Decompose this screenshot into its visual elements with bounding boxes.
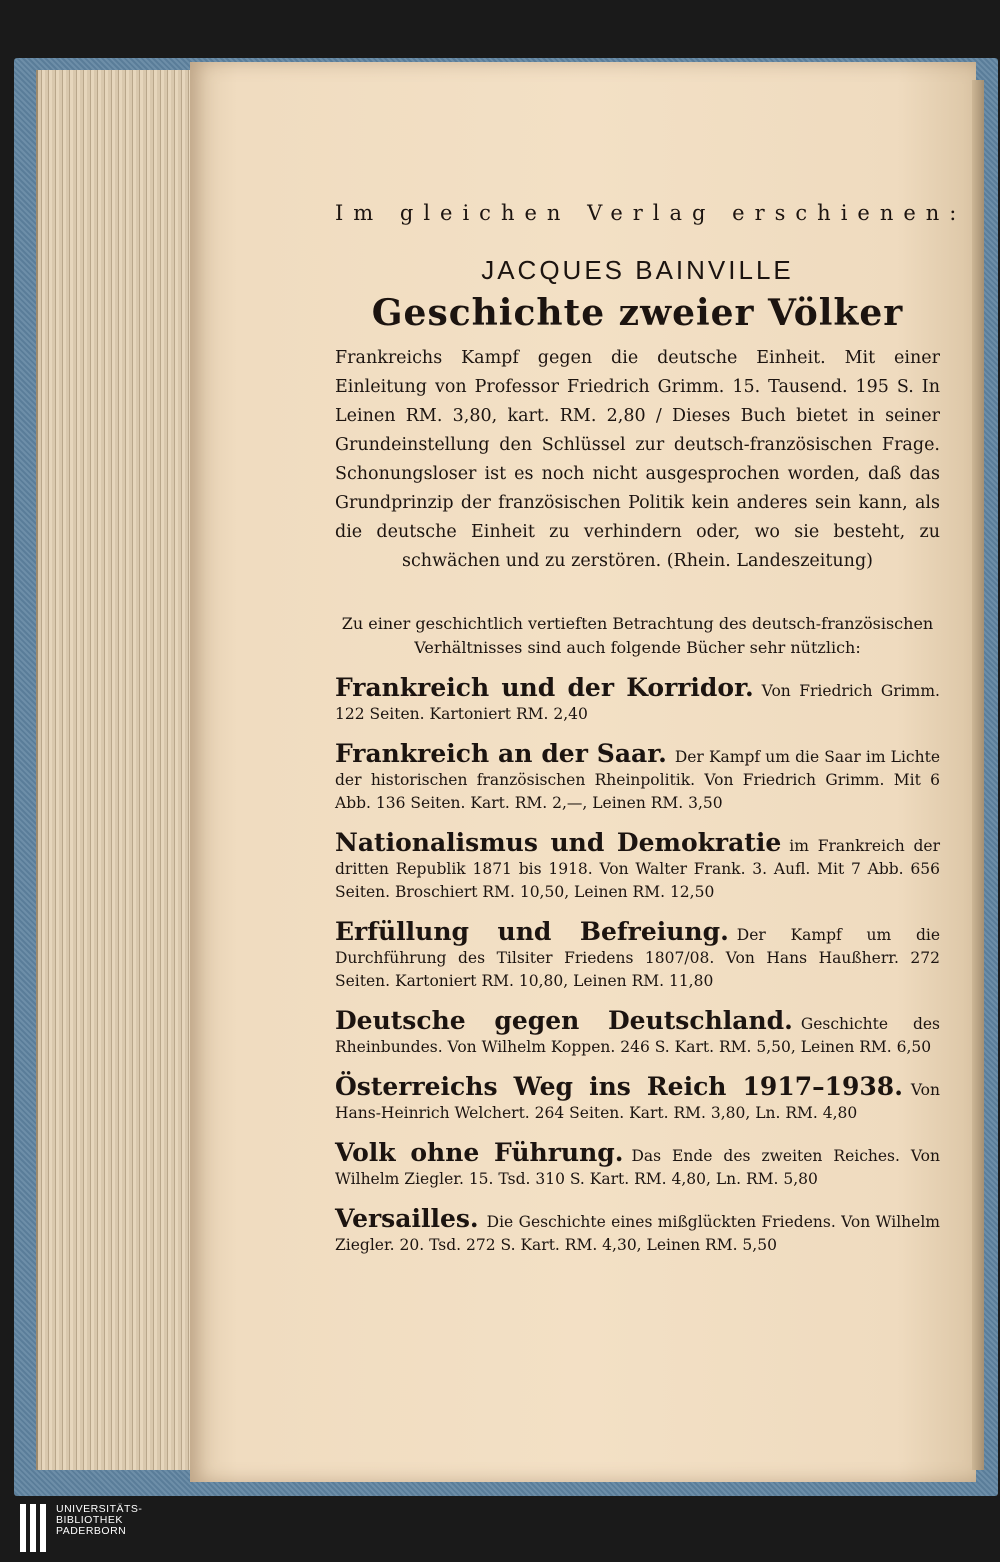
book-title: Erfüllung und Befreiung. [335, 917, 729, 946]
book-details: Von Hans-Heinrich Welchert. 264 Seiten. Kart. RM. 3,80, Ln. RM. 4,80 [335, 1081, 940, 1122]
book-details: im Frankreich der dritten Republik 1871 bis 1918. Von Walter Frank. 3. Aufl. Mit 7 Abb. 656 Seiten. Broschiert RM. 10,50, Leinen RM. 12,50 [335, 837, 941, 901]
book-details: Der Kampf um die Saar im Lichte der historischen französischen Rheinpolitik. Von Friedrich Grimm. Mit 6 Abb. 136 Seiten. Kart. RM. 2,—, Leinen RM. 3,50 [335, 748, 940, 812]
book-details: Die Geschichte eines mißglückten Friedens. Von Wilhelm Ziegler. 20. Tsd. 272 S. Kart. RM. 4,30, Leinen RM. 5,50 [335, 1213, 940, 1254]
book-title: Nationalismus und Demokratie [335, 828, 782, 857]
featured-author: JACQUES BAINVILLE [481, 255, 794, 285]
book-title: Volk ohne Führung. [335, 1138, 624, 1167]
book-entry [335, 673, 940, 726]
book-details: Von Friedrich Grimm. 122 Seiten. Kartoniert RM. 2,40 [335, 682, 940, 723]
book-details: Das Ende des zweiten Reiches. Von Wilhelm Ziegler. 15. Tsd. 310 S. Kart. RM. 4,80, Ln. RM. 5,80 [335, 1147, 940, 1188]
book-title: Versailles. [335, 1204, 479, 1233]
book-entry [335, 739, 940, 815]
book-details: Geschichte des Rheinbundes. Von Wilhelm Koppen. 246 S. Kart. RM. 5,50, Leinen RM. 6,50 [335, 1015, 940, 1056]
book-entry [335, 1006, 940, 1059]
page-right-edge [972, 80, 984, 1470]
book-entry [335, 1072, 940, 1125]
library-logo-text [56, 1504, 176, 1537]
library-logo-icon [20, 1504, 46, 1552]
page-edges [36, 70, 198, 1470]
section-intro: Zu einer geschichtlich vertieften Betrachtung des deutsch-französischen Verhältnisses sind auch folgende Bücher sehr nützlich: [341, 614, 934, 657]
book-entry [335, 1138, 940, 1191]
featured-title: Geschichte zweier Völker [371, 292, 904, 334]
book-details: Der Kampf um die Durchführung des Tilsiter Friedens 1807/08. Von Hans Haußherr. 272 Seiten. Kartoniert RM. 10,80, Leinen RM. 11,80 [335, 926, 940, 990]
featured-description: Frankreichs Kampf gegen die deutsche Einheit. Mit einer Einleitung von Professor Friedrich Grimm. 15. Tausend. 195 S. In Leinen RM. 3,80, kart. RM. 2,80 / Dieses Buch bietet in seiner Grundeinstellung den Schlüssel zur deutsch-französischen Frage. Schonungsloser ist es noch nicht ausgesprochen worden, daß das Grundprinzip der französischen Politik kein anderes sein kann, als die deutsche Einheit zu verhindern oder, wo sie besteht, zu schwächen und zu zerstören. (Rhein. Landeszeitung) [335, 348, 940, 571]
book-title: Frankreich und der Korridor. [335, 673, 754, 702]
book-title: Österreichs Weg ins Reich 1917–1938. [335, 1072, 903, 1101]
publisher-heading: Im gleichen Verlag erschienen: [335, 201, 967, 225]
book-title: Deutsche gegen Deutschland. [335, 1006, 793, 1035]
book-title: Frankreich an der Saar. [335, 739, 667, 768]
library-logo-line2: BIBLIOTHEK [56, 1514, 123, 1526]
library-logo-line3: PADERBORN [56, 1525, 127, 1537]
book-entry [335, 828, 941, 904]
book-entry [335, 917, 940, 993]
book-entry [335, 1204, 940, 1257]
page-content [335, 195, 967, 1257]
library-logo-line1: UNIVERSITÄTS- [56, 1503, 143, 1515]
